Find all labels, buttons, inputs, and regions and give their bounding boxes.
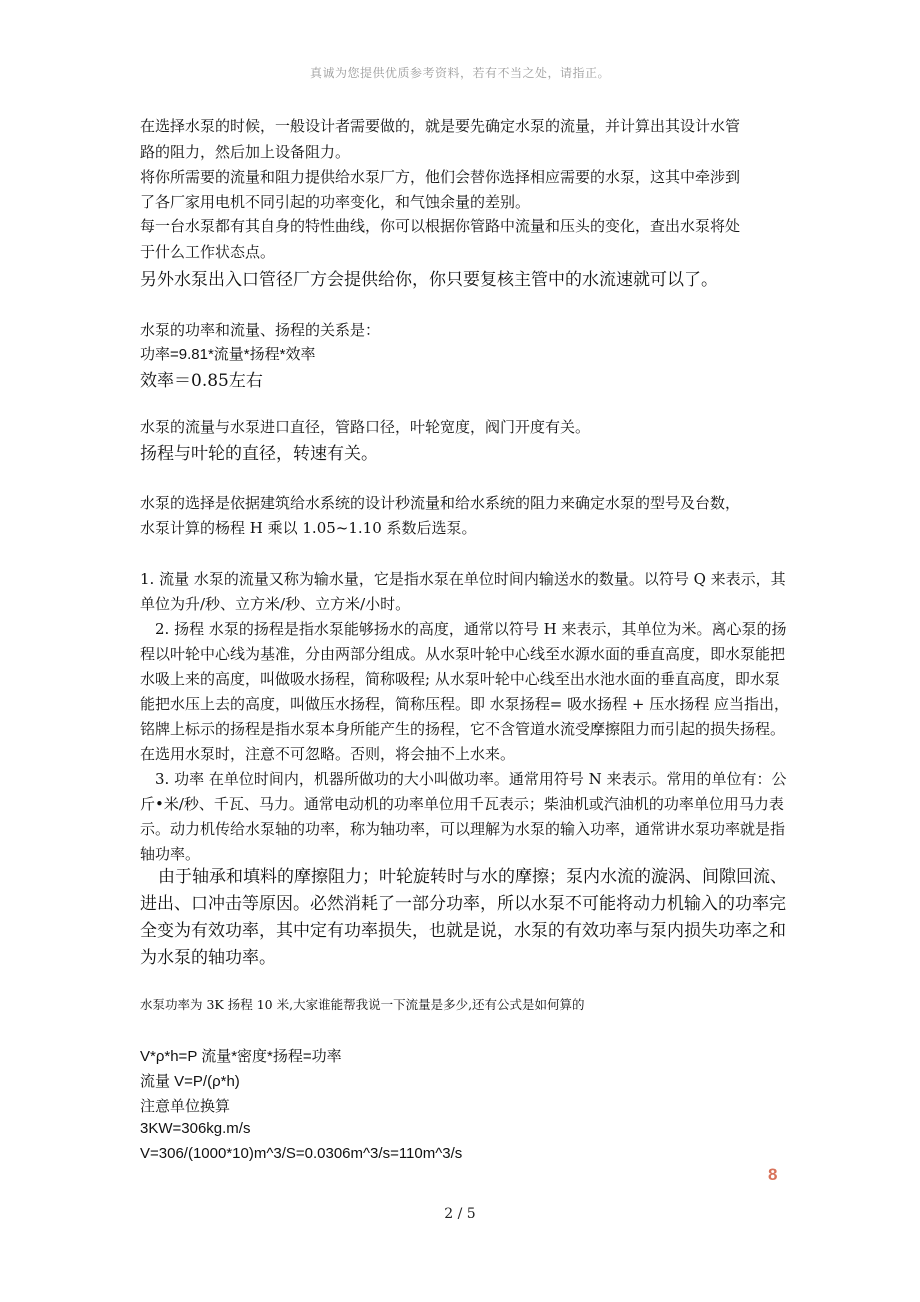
selection-line-2: 水泵计算的杨程 H 乘以 1.05~1.10 系数后选泵。 xyxy=(140,519,477,537)
answer-line-1: V*ρ*h=P 流量*密度*扬程=功率 xyxy=(140,1048,342,1065)
intro-line-7: 另外水泵出入口管径厂方会提供给你，你只要复核主管中的水流速就可以了。 xyxy=(140,270,718,290)
intro-line-4: 了各厂家用电机不同引起的功率变化，和气蚀余量的差别。 xyxy=(140,193,531,211)
page-mark: 8 xyxy=(768,1165,778,1184)
intro-line-5: 每一台水泵都有其自身的特性曲线，你可以根据你管路中流量和压头的变化，查出水泵将处 xyxy=(140,217,741,235)
question-line: 水泵功率为 3K 扬程 10 米,大家谁能帮我说一下流量是多少,还有公式是如何算的 xyxy=(140,997,585,1012)
definitions xyxy=(140,567,790,867)
definition-head: 2. 扬程 水泵的扬程是指水泵能够扬水的高度，通常以符号 H 来表示，其单位为米。离心泵的扬程以叶轮中心线为基准，分由两部分组成。从水泵叶轮中心线至水源水面的垂直高度，即水泵能把水吸上来的高度，叫做吸水扬程，简称吸程; 从水泵叶轮中心线至出水池水面的垂直高度，即水泵能把水压上去的高度，叫做压水扬程，简称压程。即 水泵扬程= 吸水扬程 + 压水扬程 应当指出，铭牌上标示的扬程是指水泵本身所能产生的扬程，它不含管道水流受摩擦阻力而引起的损失扬程。在选用水泵时，注意不可忽略。否则，将会抽不上水来。 xyxy=(140,620,789,763)
answer-line-5: V=306/(1000*10)m^3/S=0.0306m^3/s=110m^3/s xyxy=(140,1145,463,1162)
intro-line-2: 路的阻力，然后加上设备阻力。 xyxy=(140,143,351,161)
page-header: 真诚为您提供优质参考资料，若有不当之处，请指正。 xyxy=(309,66,610,80)
power-title: 水泵的功率和流量、扬程的关系是： xyxy=(140,321,381,339)
intro-line-6: 于什么工作状态点。 xyxy=(140,243,276,261)
selection-line-1: 水泵的选择是依据建筑给水系统的设计秒流量和给水系统的阻力来确定水泵的型号及台数， xyxy=(140,494,741,512)
page-number: 2 / 5 xyxy=(444,1206,476,1222)
power-loss-paragraph: 由于轴承和填料的摩擦阻力；叶轮旋转时与水的摩擦；泵内水流的漩涡、间隙回流、进出、口冲击等原因。必然消耗了一部分功率，所以水泵不可能将动力机输入的功率完全变为有效功率，其中定有功率损失，也就是说，水泵的有效功率与泵内损失功率之和为水泵的轴功率。 xyxy=(140,867,787,968)
power-formula: 功率=9.81*流量*扬程*效率 xyxy=(140,346,316,363)
efficiency-note: 效率＝0.85左右 xyxy=(140,371,263,391)
answer-line-3: 注意单位换算 xyxy=(140,1098,231,1115)
definition-flow: 1. 流量 水泵的流量又称为输水量，它是指水泵在单位时间内输送水的数量。以符号 Q 来表示，其单位为升/秒、立方米/秒、立方米/小时。 xyxy=(140,570,786,613)
answer-line-4: 3KW=306kg.m/s xyxy=(140,1120,251,1137)
answer-line-2: 流量 V=P/(ρ*h) xyxy=(140,1073,240,1090)
flow-line-1: 水泵的流量与水泵进口直径，管路口径，叶轮宽度，阀门开度有关。 xyxy=(140,418,591,436)
flow-line-2: 扬程与叶轮的直径，转速有关。 xyxy=(140,444,378,464)
intro-line-3: 将你所需要的流量和阻力提供给水泵厂方，他们会替你选择相应需要的水泵，这其中牵涉到 xyxy=(140,168,741,186)
definition-power: 3. 功率 在单位时间内，机器所做功的大小叫做功率。通常用符号 N 来表示。常用的单位有：公斤•米/秒、千瓦、马力。通常电动机的功率单位用千瓦表示；柴油机或汽油机的功率单位用马力表示。动力机传给水泵轴的功率，称为轴功率，可以理解为水泵的输入功率，通常讲水泵功率就是指轴功率。 xyxy=(140,770,787,863)
intro-line-1: 在选择水泵的时候，一般设计者需要做的，就是要先确定水泵的流量，并计算出其设计水管 xyxy=(140,117,741,135)
